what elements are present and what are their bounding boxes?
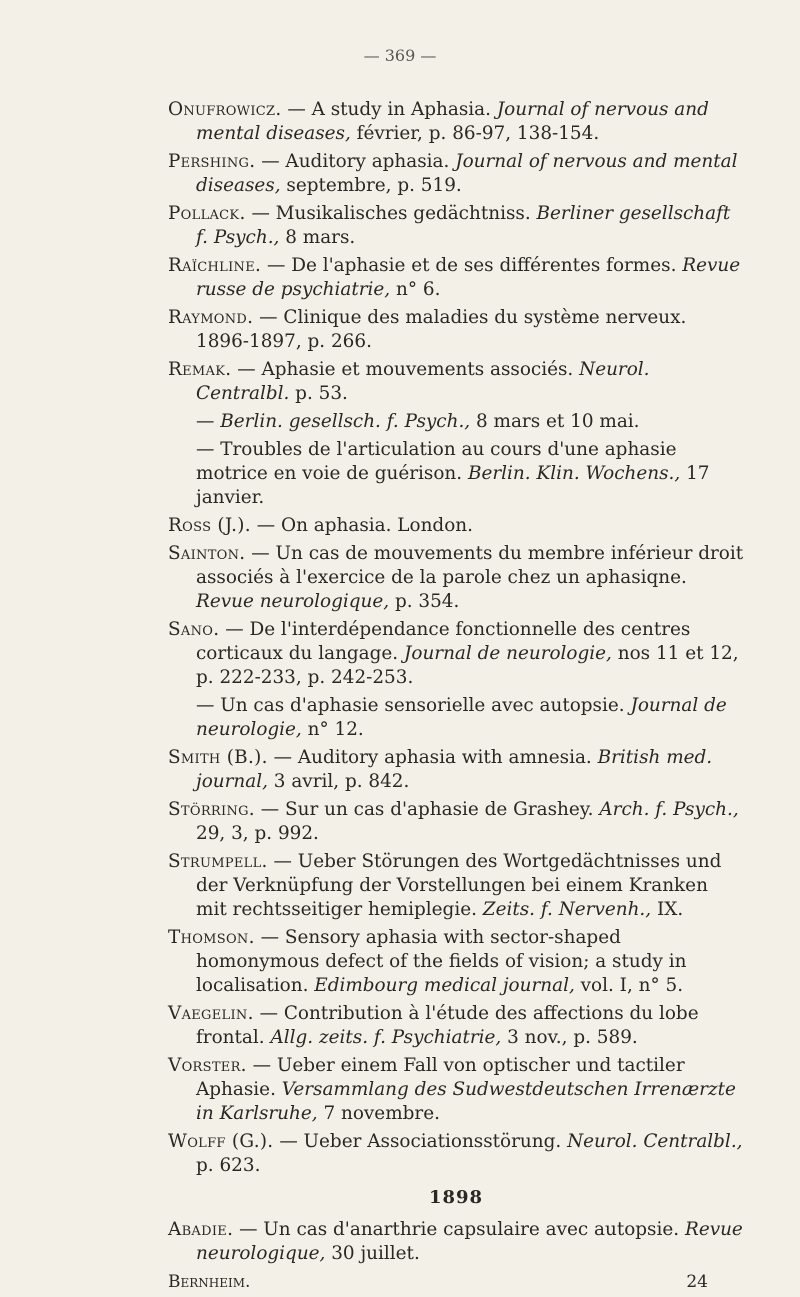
entry-journal: Berlin. Klin. Wochens., <box>467 463 681 484</box>
entry-author: Vaegelin. <box>168 1003 254 1024</box>
entry-journal: British med. journal, <box>196 747 713 792</box>
entry-author: Strumpell. <box>168 851 268 872</box>
entry-details: 8 mars. <box>279 227 356 248</box>
entry-details: février, p. 86-97, 138-154. <box>350 123 600 144</box>
bibliography-entry <box>168 514 744 538</box>
entry-journal: Zeits. f. Nervenh., <box>482 899 652 920</box>
entry-author: Vorster. <box>168 1055 247 1076</box>
entry-journal: Neurol. Centralbl., <box>567 1131 743 1152</box>
entry-details: vol. I, n° 5. <box>574 975 684 996</box>
entry-journal: Revue neurologique, <box>196 591 390 612</box>
entry-details: 30 juillet. <box>325 1243 420 1264</box>
year-heading: 1898 <box>428 1187 484 1208</box>
entry-details: 29, 3, p. 992. <box>196 823 319 844</box>
entry-text: — Un cas d'anarthrie capsulaire avec autopsie. <box>233 1219 685 1240</box>
bibliography-entry <box>168 410 744 434</box>
entry-details: 8 mars et 10 mai. <box>470 411 640 432</box>
entry-journal: Revue russe de psychiatrie, <box>196 255 741 300</box>
entry-author: Sainton. <box>168 543 246 564</box>
entry-author: Raïchline. <box>168 255 262 276</box>
bibliography-entry <box>168 358 744 406</box>
entry-author: Wolff (G.). <box>168 1131 274 1152</box>
bibliography-entry <box>168 1130 744 1178</box>
entry-author: Pollack. <box>168 203 246 224</box>
entry-author: Ross (J.). <box>168 515 251 536</box>
bibliography-entry <box>168 694 744 742</box>
bibliography-entry <box>168 306 744 354</box>
entry-details: 3 avril, p. 842. <box>267 771 410 792</box>
bibliography-entry <box>168 150 744 198</box>
entry-text: — Un cas de mouvements du membre inférieur droit associés à l'exercice de la parole chez un aphasiqne. <box>196 543 744 588</box>
bibliography-entry <box>168 254 744 302</box>
entry-journal: Allg. zeits. f. Psychiatrie, <box>270 1027 502 1048</box>
bibliography-entry <box>168 1054 744 1126</box>
entry-text: — Auditory aphasia. <box>255 151 456 172</box>
entry-text: — Ueber Associationsstörung. <box>273 1131 568 1152</box>
bibliography-entry <box>168 746 744 794</box>
entry-text: — Musikalisches gedächtniss. <box>245 203 537 224</box>
entry-details: 17 janvier. <box>196 463 710 508</box>
entry-author: Abadie. <box>168 1219 234 1240</box>
page-number: — 369 — <box>363 46 437 65</box>
entry-journal: Berlin. gesellsch. f. Psych., <box>220 411 471 432</box>
entry-author: Thomson. <box>168 927 255 948</box>
entry-journal: Revue neurologique, <box>196 1219 743 1264</box>
entry-text: — Ueber Störungen des Wortgedächtnisses und der Verknüpfung der Vorstellungen bei einem Kranken mit rechtsseitiger hemiplegie. <box>196 851 722 920</box>
entry-text: — Ueber einem Fall von optischer und tactiler Aphasie. <box>196 1055 685 1100</box>
entry-details: p. 354. <box>389 591 460 612</box>
entry-details: p. 623. <box>196 1155 261 1176</box>
entry-journal: Edimbourg medical journal, <box>314 975 575 996</box>
bibliography <box>168 98 744 1294</box>
bibliography-entry <box>168 98 744 146</box>
bibliography-entry <box>168 1218 744 1266</box>
entry-author: Remak. <box>168 359 232 380</box>
entry-author: Smith (B.). <box>168 747 268 768</box>
entries-list-1898 <box>168 1218 744 1266</box>
entry-journal: Journal of nervous and mental diseases, <box>196 151 738 196</box>
entry-text: — Clinique des maladies du système nerveux. 1896-1897, p. 266. <box>196 307 687 352</box>
entry-text: — Sensory aphasia with sector-shaped homonymous defect of the fields of vision; a study in localisation. <box>196 927 687 996</box>
entry-author: Sano. <box>168 619 220 640</box>
entry-journal: Journal de neurologie, <box>196 695 727 740</box>
bibliography-entry <box>168 438 744 510</box>
entry-details: 3 nov., p. 589. <box>501 1027 638 1048</box>
footer-sheet-number: 24 <box>686 1272 708 1292</box>
entry-text: — De l'interdépendance fonctionnelle des centres corticaux du langage. <box>196 619 691 664</box>
entry-details: n° 12. <box>301 719 364 740</box>
entry-text: — Auditory aphasia with amnesia. <box>267 747 598 768</box>
entry-text: — Aphasie et mouvements associés. <box>231 359 580 380</box>
footer-signature: Bernheim. <box>168 1272 251 1292</box>
entry-text: — Sur un cas d'aphasie de Grashey. <box>254 799 600 820</box>
entry-details: nos 11 et 12, p. 222-233, p. 242-253. <box>196 643 739 688</box>
entry-author: Onufrowicz. <box>168 99 282 120</box>
entry-details: septembre, p. 519. <box>280 175 462 196</box>
entry-text: — Un cas d'aphasie sensorielle avec autopsie. <box>196 695 631 716</box>
entry-text: — Troubles de l'articulation au cours d'une aphasie motrice en voie de guérison. <box>196 439 677 484</box>
entry-journal: Arch. f. Psych., <box>599 799 739 820</box>
entry-text: — <box>196 411 221 432</box>
bibliography-entry <box>168 850 744 922</box>
bibliography-entry <box>168 542 744 614</box>
bibliography-entry <box>168 618 744 690</box>
entry-journal: Journal de neurologie, <box>404 643 612 664</box>
entry-text: — A study in Aphasia. <box>281 99 497 120</box>
entry-details: p. 53. <box>289 383 348 404</box>
bibliography-entry <box>168 798 744 846</box>
bibliography-entry <box>168 1002 744 1050</box>
entry-author: Raymond. <box>168 307 254 328</box>
entry-text: — On aphasia. London. <box>250 515 473 536</box>
entry-details: 7 novembre. <box>317 1103 440 1124</box>
bibliography-entry <box>168 202 744 250</box>
entry-journal: Versammlang des Sudwestdeutschen Irrenærzte in Karlsruhe, <box>196 1079 736 1124</box>
entry-text: — De l'aphasie et de ses différentes formes. <box>261 255 683 276</box>
entry-author: Pershing. <box>168 151 256 172</box>
entry-details: n° 6. <box>390 279 441 300</box>
entry-journal: Berliner gesellschaft f. Psych., <box>196 203 731 248</box>
bibliography-entry <box>168 926 744 998</box>
entry-text: — Contribution à l'étude des affections du lobe frontal. <box>196 1003 699 1048</box>
entry-journal: Neurol. Centralbl. <box>196 359 650 404</box>
entry-details: IX. <box>651 899 684 920</box>
entries-list <box>168 98 744 1178</box>
entry-author: Störring. <box>168 799 255 820</box>
page-footer <box>168 1270 744 1294</box>
entry-journal: Journal of nervous and mental diseases, <box>196 99 709 144</box>
